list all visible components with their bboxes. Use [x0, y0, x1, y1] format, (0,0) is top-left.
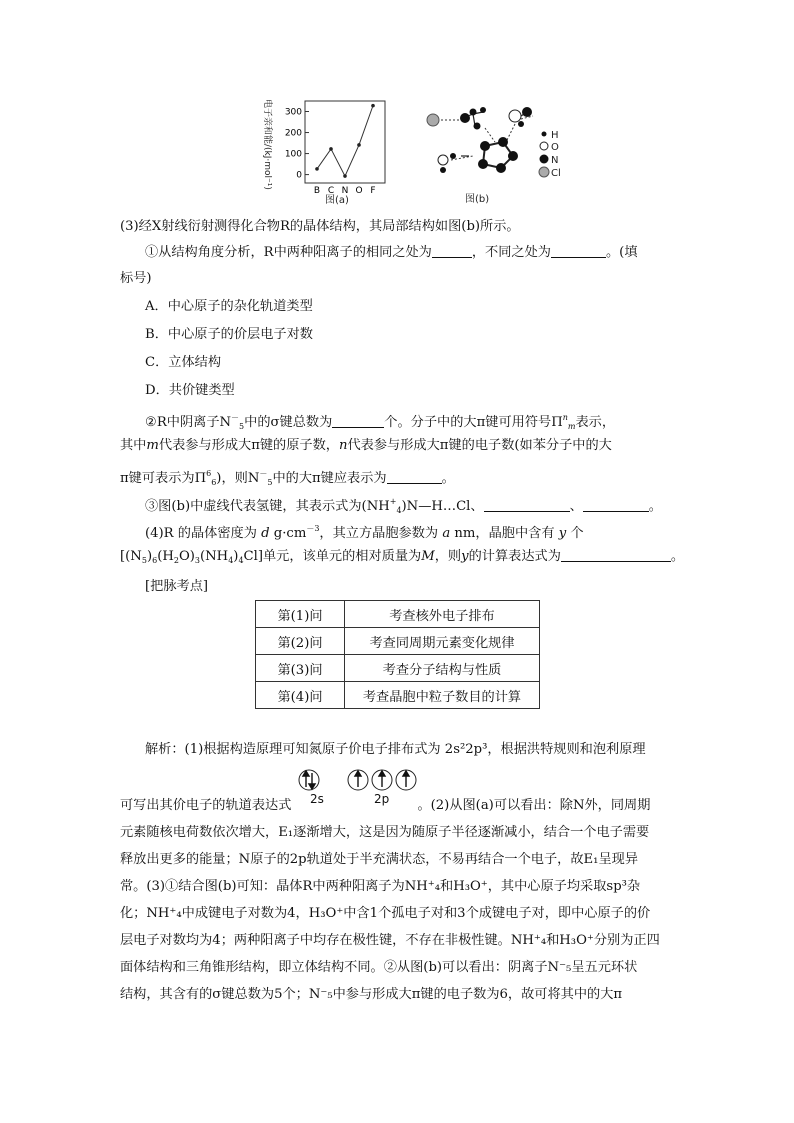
chart-caption: 图(a) — [325, 195, 349, 206]
analysis-line-7: 层电子对数均为4；两种阳离子中均存在极性键，不存在非极性键。NH⁺₄和H₃O⁺分别为正四 — [120, 933, 660, 948]
key-points-title: [把脉考点] — [145, 579, 209, 594]
data-point — [315, 167, 319, 171]
q4-text-a: (4)R 的晶体密度为 — [145, 526, 257, 541]
analysis-text-2b: 。(2)从图(a)可以看出：除N外，同周期 — [417, 798, 651, 813]
table-cell-q: 第(2)问 — [256, 628, 345, 655]
table-cell-topic: 考查核外电子排布 — [345, 601, 540, 628]
legend-o: O — [551, 142, 559, 153]
n5-sub: 5 — [239, 422, 245, 431]
analysis-line-2 — [120, 797, 650, 815]
q4-text-m: ，则 — [434, 549, 462, 564]
answer-blank-pi[interactable] — [387, 470, 442, 484]
q4-text-n: 的计算表达式为 — [468, 549, 561, 564]
question-4-line — [145, 520, 584, 543]
answer-blank-diff[interactable] — [551, 244, 606, 258]
q32-text-k: 。 — [441, 471, 455, 486]
q33-text-d: 。 — [648, 499, 662, 514]
analysis-text-2a: 可写出其价电子的轨道表达式 — [120, 798, 292, 813]
structure-diagram — [425, 98, 575, 206]
structure-caption: 图(b) — [465, 194, 490, 205]
q31-text-b: ，不同之处为 — [471, 245, 551, 260]
table-cell-q: 第(3)问 — [256, 655, 345, 682]
q4-text-l: Cl]单元，该单元的相对质量为 — [243, 549, 422, 564]
structure-legend — [539, 130, 561, 179]
q4-text-j: (NH — [200, 549, 229, 564]
q32-text-h: π键可表示为Π — [120, 471, 207, 486]
analysis-line-3: 元素随核电荷数依次增大，E₁逐渐增大，这是因为随原子半径逐渐减小，结合一个电子需要 — [120, 825, 650, 840]
q32-text-g: 代表参与形成大π键的电子数(如苯分子中的大 — [347, 438, 612, 453]
question-3-1-line — [145, 244, 638, 262]
option-b: B．中心原子的价层电子对数 — [145, 327, 313, 342]
formula-sub-4a: 4 — [228, 556, 234, 565]
question-4-line-2 — [120, 548, 684, 570]
y-tick-label: 300 — [284, 107, 302, 118]
analysis-line-9: 结构，其含有的σ键总数为5个；N⁻₅中参与形成大π键的电子数为6，故可将其中的大π — [120, 987, 623, 1002]
data-point — [329, 147, 333, 151]
figure-area — [255, 95, 575, 207]
option-d: D．共价键类型 — [145, 383, 235, 398]
question-3-line: (3)经X射线衍射测得化合物R的晶体结构，其局部结构如图(b)所示。 — [120, 219, 520, 234]
q4-text-h: (H — [157, 549, 174, 564]
analysis-line-4: 释放出更多的能量；N原子的2p轨道处于半充满状态，不易再结合一个电子，故E₁呈现异 — [120, 852, 639, 867]
nh4-sub: 4 — [396, 506, 402, 515]
x-tick-label: C — [327, 186, 335, 196]
table-cell-q: 第(4)问 — [256, 682, 345, 709]
table-row — [256, 682, 540, 709]
table-cell-topic: 考查晶胞中粒子数目的计算 — [345, 682, 540, 709]
var-y: y — [558, 526, 567, 541]
q32-text-e: 其中 — [120, 438, 147, 453]
pi-m-sub: m — [567, 422, 576, 431]
y-tick-label: 0 — [296, 170, 302, 181]
formula-sub-4b: 4 — [238, 556, 244, 565]
benzene-sup: 6 — [206, 469, 212, 478]
var-y-2: y — [461, 549, 469, 564]
formula-sub-3: 3 — [194, 556, 200, 565]
q32-text-f: 代表参与形成大π键的原子数， — [158, 438, 339, 453]
analysis-line-8: 面体结构和三角锥形结构，即立体结构不同。②从图(b)可以看出：阴离子N⁻₅呈五元环状 — [120, 960, 638, 975]
formula-sub-2: 2 — [173, 556, 179, 565]
var-d: d — [261, 526, 270, 541]
var-M: M — [421, 549, 435, 564]
formula-sub-5: 5 — [141, 556, 147, 565]
q32-text-i: )，则N — [216, 471, 260, 486]
answer-blank-same[interactable] — [432, 244, 472, 258]
data-point — [371, 104, 375, 108]
x-tick-label: O — [355, 186, 363, 196]
q33-text-a: ③图(b)中虚线代表氢键，其表示式为(NH — [145, 499, 390, 514]
data-point — [343, 174, 347, 178]
q32-text-b: 中的σ键总数为 — [244, 415, 333, 430]
q4-text-o: 。 — [670, 549, 685, 564]
q4-text-d: nm，晶胞中含有 — [454, 526, 555, 541]
analysis-line-5: 常。(3)①结合图(b)可知：晶体R中两种阳离子为NH⁺₄和H₃O⁺，其中心原子均采取sp³杂 — [120, 879, 641, 894]
q4-text-i: O) — [178, 549, 195, 564]
table-row — [256, 601, 540, 628]
q31-continuation: 标号) — [120, 271, 152, 286]
y-tick-label: 200 — [284, 128, 302, 139]
orbital-label-2s: 2s — [310, 792, 324, 806]
analysis-line-1: 解析：(1)根据构造原理可知氮原子价电子排布式为 2s²2p³，根据洪特规则和泡利原理 — [145, 742, 646, 757]
unit-exp: －3 — [306, 524, 320, 533]
n5-sub-2: 5 — [267, 478, 273, 487]
electron-affinity-chart — [255, 95, 395, 207]
legend-h: H — [551, 130, 559, 141]
q32-line-2 — [120, 437, 612, 455]
series-line — [317, 106, 373, 176]
q4-text-e: 个 — [570, 526, 584, 541]
x-tick-label: B — [313, 186, 321, 196]
y-tick-label: 100 — [284, 149, 302, 160]
answer-blank-hbond-1[interactable] — [484, 498, 570, 512]
q32-line-3 — [120, 465, 455, 492]
charge-sup-2: － — [259, 469, 268, 478]
answer-blank-hbond-2[interactable] — [583, 498, 649, 512]
charge-sup: － — [231, 413, 240, 422]
pi-n-sup: n — [562, 413, 568, 422]
q4-text-c: ，其立方晶胞参数为 — [319, 526, 439, 541]
orbital-boxes — [298, 768, 418, 794]
key-points-table — [255, 600, 540, 709]
table-cell-q: 第(1)问 — [256, 601, 345, 628]
legend-n: N — [551, 155, 559, 166]
answer-blank-formula[interactable] — [561, 548, 671, 562]
answer-blank-sigma[interactable] — [332, 414, 384, 428]
table-row — [256, 655, 540, 682]
data-point — [357, 143, 361, 147]
q32-text-a: ②R中阴离子N — [145, 415, 232, 430]
x-tick-label: F — [370, 186, 376, 196]
analysis-line-6: 化；NH⁺₄中成键电子对数为4，H₃O⁺中含1个孤电子对和3个成键电子对，即中心原子的价 — [120, 906, 651, 921]
table-row — [256, 628, 540, 655]
q33-text-c: 、 — [569, 499, 583, 514]
q32-text-j: 中的大π键应表示为 — [272, 471, 387, 486]
x-tick-label: N — [341, 186, 349, 196]
q31-text-a: ①从结构角度分析，R中两种阳离子的相同之处为 — [145, 245, 432, 260]
table-cell-topic: 考查同周期元素变化规律 — [345, 628, 540, 655]
q31-text-c: 。(填 — [606, 245, 638, 260]
q4-text-b: g·cm — [273, 526, 307, 541]
var-n: n — [339, 438, 348, 453]
q4-text-k: ) — [233, 549, 239, 564]
nh4-charge: + — [389, 497, 397, 506]
option-c: C．立体结构 — [145, 355, 222, 370]
orbital-label-2p: 2p — [374, 792, 390, 806]
q4-text-g: ) — [146, 549, 153, 564]
benzene-sub: 6 — [211, 478, 217, 487]
var-m: m — [146, 438, 159, 453]
question-3-2-line — [145, 409, 615, 436]
legend-cl: Cl — [551, 168, 561, 179]
var-a: a — [442, 526, 451, 541]
q33-text-b: )N—H…Cl、 — [401, 499, 484, 514]
table-cell-topic: 考查分子结构与性质 — [345, 655, 540, 682]
chart-ylabel: 电子亲和能/(kJ·mol⁻¹) — [262, 99, 272, 190]
q4-text-f: [(N — [120, 549, 142, 564]
option-a: A．中心原子的杂化轨道类型 — [145, 299, 313, 314]
cl-atom — [427, 114, 439, 126]
q32-text-d: 表示， — [575, 415, 616, 430]
formula-sub-6: 6 — [152, 556, 158, 565]
question-3-3-line — [145, 493, 662, 520]
q32-text-c: 个。分子中的大π键可用符号Π — [384, 415, 563, 430]
